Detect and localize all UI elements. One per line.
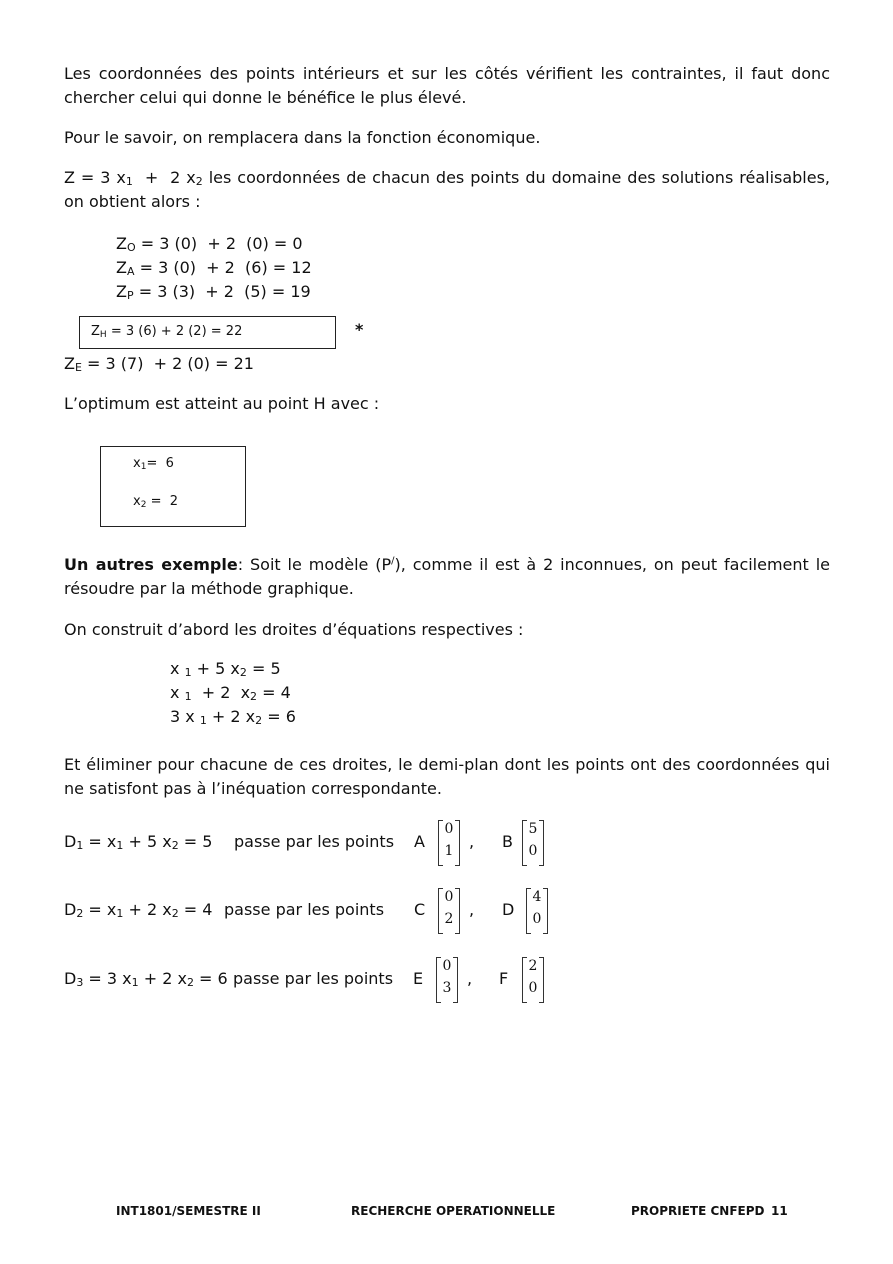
vector-top: 2 <box>528 958 538 974</box>
passe-label: passe par les points <box>224 900 385 919</box>
term: = 5 <box>178 832 213 851</box>
vector-bottom: 2 <box>444 911 454 927</box>
z-value-h-box <box>79 316 336 349</box>
point-vector <box>526 888 548 932</box>
droite-formula <box>64 969 228 988</box>
subscript: E <box>74 361 82 374</box>
term: + 2 x <box>191 683 251 702</box>
subscript: 2 <box>76 907 84 920</box>
vector-top: 0 <box>442 958 452 974</box>
subscript: 1 <box>184 690 192 703</box>
droite-formula <box>64 900 212 919</box>
footer-course-title: RECHERCHE OPERATIONNELLE <box>351 1204 556 1218</box>
subscript: 2 <box>239 666 247 679</box>
term: = 6 <box>262 707 296 726</box>
term: + 2 x <box>123 900 172 919</box>
z-value-o: $Z_O = 3$ (0) + 2 (0) = 0 <box>116 234 303 254</box>
passe-label: passe par les points <box>233 969 394 988</box>
separator: , <box>467 969 473 988</box>
term: D <box>64 969 77 988</box>
paragraph-optimum: L’optimum est atteint au point H avec : <box>64 394 380 413</box>
passe-label: passe par les points <box>234 832 395 851</box>
separator: , <box>469 832 475 851</box>
vector-bottom: 0 <box>528 980 538 996</box>
term: = 3 x <box>83 969 132 988</box>
subscript: 1 <box>125 175 133 188</box>
droite-row-3 <box>64 957 764 1005</box>
subscript: 2 <box>255 714 263 727</box>
example-heading: Un autres exemple <box>64 555 238 574</box>
point-label: D <box>502 900 515 919</box>
variable: x <box>133 456 141 471</box>
vector-top: 0 <box>444 889 454 905</box>
text-segment: : Soit le modèle (P <box>237 555 392 574</box>
value: = 6 <box>146 456 174 471</box>
footer-course-code: INT1801/SEMESTRE II <box>116 1204 261 1218</box>
x2-value <box>133 494 178 509</box>
vector-top: 0 <box>444 821 454 837</box>
paragraph-objective <box>64 166 830 214</box>
superscript: / <box>391 555 395 567</box>
point-label: B <box>502 832 513 851</box>
text-segment: ), comme il est à 2 inconnues, on peut facilement le résoudre par la méthode graphique. <box>64 555 830 598</box>
equation-3 <box>170 705 296 729</box>
optimum-solution-box <box>100 446 246 527</box>
term: x <box>170 683 185 702</box>
subscript: P <box>126 289 134 302</box>
droite-row-2 <box>64 888 764 936</box>
term: x <box>170 659 185 678</box>
term: D <box>64 832 77 851</box>
subscript: 2 <box>171 839 179 852</box>
droite-formula <box>64 832 212 851</box>
term: + 5 x <box>191 659 240 678</box>
optimum-asterisk: * <box>355 320 364 339</box>
vector-top: 4 <box>532 889 542 905</box>
expression: = 3 (7) + 2 (0) = 21 <box>81 354 254 373</box>
subscript: O <box>126 241 136 254</box>
z-value-e: $Z_E = 3$ (7) + 2 (0) = 21 <box>64 354 254 374</box>
term: = 5 <box>246 659 281 678</box>
subscript: H <box>99 330 107 340</box>
term: = 4 <box>257 683 291 702</box>
text-segment: Z = 3 x <box>64 168 126 187</box>
expression: = 3 (0) + 2 (0) = 0 <box>135 234 303 253</box>
term: + 2 x <box>206 707 256 726</box>
term: 3 x <box>170 707 200 726</box>
subscript: 2 <box>140 500 147 510</box>
value: = 2 <box>146 494 178 509</box>
subscript: 1 <box>184 666 192 679</box>
paragraph-example <box>64 553 830 601</box>
vector-top: 5 <box>528 821 538 837</box>
separator: , <box>469 900 475 919</box>
term: = 4 <box>178 900 213 919</box>
term: + 2 x <box>138 969 187 988</box>
expression: = 3 (3) + 2 (5) = 19 <box>133 282 311 301</box>
term: = x <box>83 900 117 919</box>
vector-bottom: 0 <box>532 911 542 927</box>
droite-row-1 <box>64 820 764 868</box>
subscript: 2 <box>250 690 258 703</box>
subscript: 3 <box>76 976 84 989</box>
subscript: 1 <box>199 714 207 727</box>
footer-owner: PROPRIETE CNFEPD <box>631 1204 765 1218</box>
paragraph-eliminate: Et éliminer pour chacune de ces droites, le demi-plan dont les points ont des coordonnées qui ne satisfont pas à l’inéquation correspondante. <box>64 755 830 798</box>
expression: = 3 (6) + 2 (2) = 22 <box>106 324 243 339</box>
term: = 6 <box>193 969 228 988</box>
point-vector <box>436 957 458 1001</box>
subscript: 1 <box>116 907 124 920</box>
subscript: 2 <box>171 907 179 920</box>
text-segment: + 2 x <box>132 168 196 187</box>
paragraph-construct: On construit d’abord les droites d’équations respectives : <box>64 620 524 639</box>
point-vector <box>522 820 544 864</box>
z-value-h: $Z_H = 3$ (6) + 2 (2) = 22 <box>91 324 243 340</box>
term: = x <box>83 832 117 851</box>
term: + 5 x <box>123 832 172 851</box>
point-label: A <box>414 832 425 851</box>
subscript: A <box>126 265 135 278</box>
point-label: F <box>499 969 509 988</box>
equation-1 <box>170 657 281 681</box>
vector-bottom: 0 <box>528 843 538 859</box>
paragraph-coordinates: Les coordonnées des points intérieurs et sur les côtés vérifient les contraintes, il faut donc chercher celui qui donne le bénéfice le plus élevé. <box>64 64 830 107</box>
subscript: 2 <box>195 175 203 188</box>
z-value-p: $Z_P = 3$ (3) + 2 (5) = 19 <box>116 282 311 302</box>
x1-value <box>133 456 174 471</box>
point-vector <box>522 957 544 1001</box>
subscript: 1 <box>131 976 139 989</box>
point-vector <box>438 820 460 864</box>
expression: = 3 (0) + 2 (6) = 12 <box>134 258 312 277</box>
subscript: 1 <box>116 839 124 852</box>
subscript: 2 <box>186 976 194 989</box>
z-value-a: $Z_A = 3$ (0) + 2 (6) = 12 <box>116 258 312 278</box>
paragraph-replace: Pour le savoir, on remplacera dans la fonction économique. <box>64 128 541 147</box>
term: D <box>64 900 77 919</box>
subscript: 1 <box>140 462 147 472</box>
point-label: E <box>413 969 424 988</box>
subscript: 1 <box>76 839 84 852</box>
variable: x <box>133 494 141 509</box>
text-segment: les coordonnées de chacun des points du domaine des solutions réalisables, on obtient alors : <box>64 168 831 211</box>
point-vector <box>438 888 460 932</box>
point-label: C <box>414 900 426 919</box>
footer-page-number: 11 <box>771 1204 788 1218</box>
equation-2 <box>170 681 291 705</box>
vector-bottom: 3 <box>442 980 452 996</box>
vector-bottom: 1 <box>444 843 454 859</box>
